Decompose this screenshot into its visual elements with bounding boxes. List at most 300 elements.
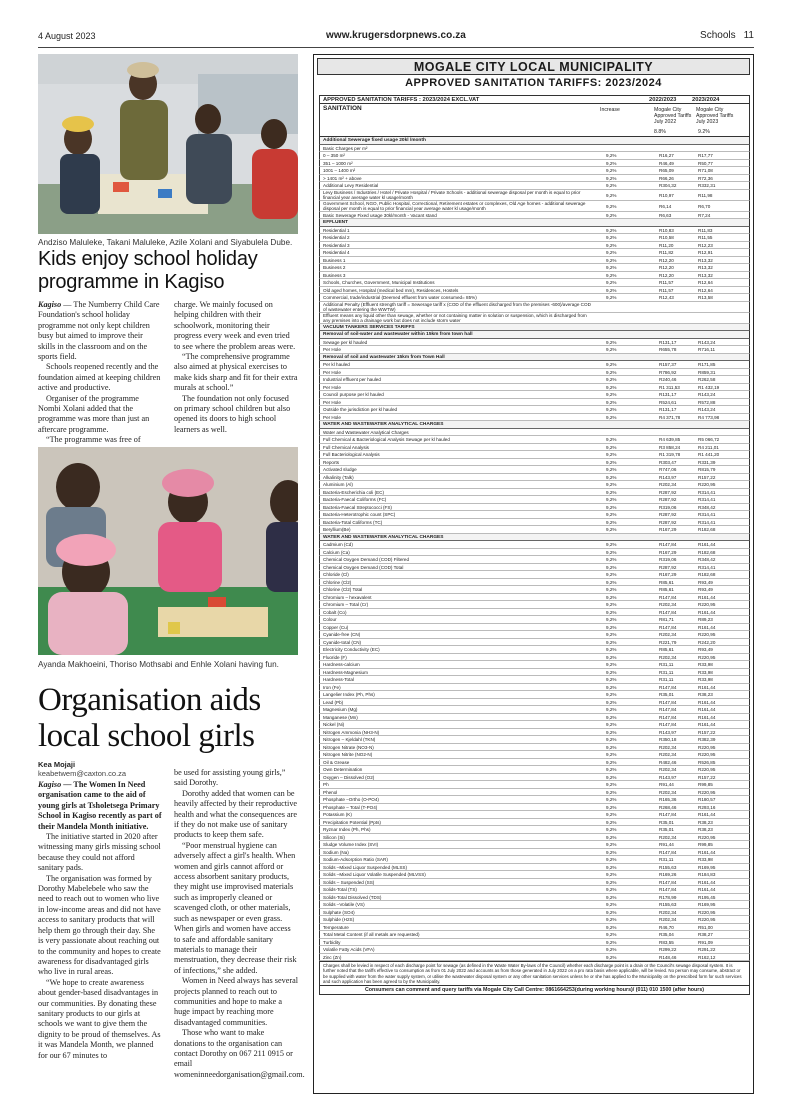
row-tariff-2022: R35,01 xyxy=(659,692,674,697)
table-row xyxy=(319,901,750,909)
row-increase: 9,2% xyxy=(606,834,617,840)
row-tariff-2022: R319,06 xyxy=(659,557,677,562)
row-tariff-2022: R147,84 xyxy=(659,879,677,885)
table-row xyxy=(319,819,750,827)
row-description: Chromium – hexavalent xyxy=(323,594,372,600)
row-description: Ph xyxy=(323,782,329,787)
section-label xyxy=(700,30,754,41)
table-row xyxy=(319,804,750,812)
row-tariff-2023: R89,23 xyxy=(698,617,713,622)
article-1-para: Organiser of the programme Nombi Xolani added that the programme was more than just an aftercare programme. xyxy=(38,393,150,434)
row-increase: 9,2% xyxy=(606,489,617,495)
table-row xyxy=(319,834,750,842)
article-1-para: The foundation not only focused on primary school children but also opened its doors to high school learners as well. xyxy=(174,393,291,434)
article-2-para: Those who want to make donations to the organisation can contact Dorothy on 067 211 0915 or email womeninneedorganisation@gmail.com. xyxy=(174,1028,305,1079)
table-row xyxy=(319,361,750,369)
row-increase: 9,2% xyxy=(606,932,617,937)
row-tariff-2022: R143,97 xyxy=(659,774,677,780)
row-increase: 9,2% xyxy=(606,632,617,637)
row-tariff-2023: R161,44 xyxy=(698,624,716,630)
row-tariff-2023: R314,41 xyxy=(698,519,716,525)
row-tariff-2023: R157,22 xyxy=(698,474,716,480)
table-row xyxy=(319,190,750,201)
row-description: Old aged homes, Hospital (medical bed mm), Residences, Hostels xyxy=(323,287,459,293)
section-name: Schools xyxy=(700,30,736,41)
row-tariff-2023: R93,49 xyxy=(698,579,713,585)
row-increase: 9,2% xyxy=(606,789,617,795)
row-increase: 9,2% xyxy=(606,564,617,570)
table-row xyxy=(319,601,750,609)
row-description: Aluminium (Al) xyxy=(323,482,353,487)
row-tariff-2023: R162,12 xyxy=(698,954,716,960)
row-increase: 9,2% xyxy=(606,519,617,525)
row-tariff-2023: R6,70 xyxy=(698,203,711,209)
row-increase: 9,2% xyxy=(606,887,617,892)
row-description: Chloride (Cl) xyxy=(323,572,349,577)
row-increase: 9,2% xyxy=(606,203,617,209)
row-tariff-2023: R220,95 xyxy=(698,632,716,637)
row-increase: 9,2% xyxy=(606,909,617,915)
row-tariff-2022: R66,26 xyxy=(659,175,674,181)
row-description: Full Bacteriological Analysis xyxy=(323,452,380,457)
article-1-para: charge. We mainly focused on helping children with their schoolwork, monitoring their progress every week and even tried to see where the problem areas were. xyxy=(174,300,296,351)
row-increase: 9,2% xyxy=(606,624,617,630)
row-tariff-2023: R572,88 xyxy=(698,399,716,405)
row-description: Electricity Conductivity (EC) xyxy=(323,647,380,652)
row-description: Lead (Pb) xyxy=(323,699,344,705)
row-tariff-2022: R143,97 xyxy=(659,729,677,735)
row-tariff-2022: R202,34 xyxy=(659,654,677,660)
table-row xyxy=(319,376,750,384)
table-row xyxy=(319,669,750,677)
article-1-para: Kagiso — The Numberry Child Care Foundation's school holiday programme not only kept children busy but aimed to improve their skills in the classroom and on the sports field. xyxy=(38,300,160,362)
row-description: Sodium-Adsorption Ratio (SAR) xyxy=(323,857,388,862)
table-section-header xyxy=(319,219,750,227)
row-increase: 9,2% xyxy=(606,392,617,397)
row-tariff-2023: R161,44 xyxy=(698,609,716,615)
row-increase: 9,2% xyxy=(606,842,617,847)
row-tariff-2022: R147,84 xyxy=(659,699,677,705)
row-tariff-2023: R161,44 xyxy=(698,812,716,817)
row-tariff-2023: R51,00 xyxy=(698,924,713,930)
table-row xyxy=(319,924,750,932)
table-row xyxy=(319,346,750,354)
row-description: Nitrogen Ammonia (NH3-N) xyxy=(323,729,380,735)
row-tariff-2023: R12,23 xyxy=(698,242,713,248)
table-row xyxy=(319,796,750,804)
table-title: APPROVED SANITATION TARIFFS : 2023/2024 EXCL.VAT xyxy=(323,96,480,103)
row-description: Residential 1 xyxy=(323,227,350,233)
row-increase: 9,2% xyxy=(606,452,617,457)
row-tariff-2022: R268,46 xyxy=(659,804,677,810)
table-row xyxy=(319,864,750,872)
row-tariff-2022: R147,84 xyxy=(659,707,677,712)
row-description: Phosphate – Total (T-PO4) xyxy=(323,804,378,810)
table-row xyxy=(319,774,750,782)
table-row xyxy=(319,451,750,459)
table-row xyxy=(319,564,750,572)
row-description: EFFLUENT xyxy=(323,220,349,225)
table-row xyxy=(319,145,750,153)
table-row xyxy=(319,474,750,482)
row-tariff-2023: R143,24 xyxy=(698,339,716,345)
row-tariff-2022: R131,17 xyxy=(659,339,677,345)
row-description: Magnesium (Mg) xyxy=(323,707,358,712)
row-tariff-2022: R303,47 xyxy=(659,459,677,465)
row-tariff-2022: R31,11 xyxy=(659,677,674,682)
row-tariff-2022: R131,17 xyxy=(659,392,677,397)
row-description: Nitrogen Nitrite (NO2-N) xyxy=(323,752,373,757)
row-tariff-2022: R1 311,53 xyxy=(659,384,680,390)
table-row xyxy=(319,526,750,534)
row-description: Fluoride (F) xyxy=(323,654,347,660)
row-increase: 9,2% xyxy=(606,774,617,780)
article-2-column-2 xyxy=(174,768,305,1080)
table-row xyxy=(319,849,750,857)
row-description: Residential 2 xyxy=(323,235,350,240)
row-tariff-2022: R65,09 xyxy=(659,168,674,173)
table-row xyxy=(319,639,750,647)
row-increase: 9,2% xyxy=(606,947,617,952)
article-2-para: Women in Need always has several projects planned to reach out to communities and hope to make a huge impact by reaching more disadvantaged communities. xyxy=(174,976,298,1027)
row-tariff-2022: R157,37 xyxy=(659,362,677,367)
row-increase: 9,2% xyxy=(606,894,617,900)
row-tariff-2023: R161,44 xyxy=(698,722,716,727)
row-description: Commercial, trade/industrial (Deemed effluent from water consumed= 85%) xyxy=(323,295,477,300)
row-tariff-2022: R786,92 xyxy=(659,369,677,375)
row-tariff-2022: R148,46 xyxy=(659,954,677,960)
row-description: Water and Wastewater Analytical Charges xyxy=(323,429,409,435)
table-row xyxy=(319,699,750,707)
table-row xyxy=(319,294,750,302)
table-row xyxy=(319,519,750,527)
row-tariff-2022: R91,44 xyxy=(659,782,674,787)
table-row xyxy=(319,841,750,849)
row-tariff-2022: R147,84 xyxy=(659,542,677,547)
year-2023: 2023/2024 xyxy=(692,96,720,103)
row-tariff-2023: R13,58 xyxy=(698,295,713,300)
row-description: Langelier Index (Ph, Phs) xyxy=(323,692,375,697)
row-tariff-2023: R526,85 xyxy=(698,759,716,765)
row-description: Solids – Suspended (SS) xyxy=(323,879,375,885)
table-row xyxy=(319,459,750,467)
row-tariff-2023: R332,31 xyxy=(698,183,716,188)
row-description: 1001 – 1400 m² xyxy=(323,168,356,173)
article-1-column-1 xyxy=(38,300,162,446)
call-centre-note: Consumers can comment and query tariffs via Mogale City Call Centre: 0861664253(during working hours)/ (011) 010 1500 (after hours) xyxy=(319,986,750,995)
row-tariff-2022: R3 858,24 xyxy=(659,444,681,450)
table-row xyxy=(319,436,750,444)
article-2-para: “We hope to create awareness about gender-based disadvantages in our communities. By donating these sanitary products to our girls at schools we want to give them the dignity to be proud of themselves. As it was Mandela Month, we planned for our 67 minutes to xyxy=(38,977,161,1060)
row-tariff-2022: R46,49 xyxy=(659,160,674,166)
table-row xyxy=(319,646,750,654)
row-description: Levy Business / Industries / Hotel / Private Hospital / Private Schools - additional sewerage disposal per month is equal to prior financial year average water kl usage/month xyxy=(323,189,581,200)
table-row xyxy=(319,227,750,235)
row-tariff-2022: R202,34 xyxy=(659,744,677,750)
row-tariff-2023: R71,08 xyxy=(698,168,713,173)
article-2-headline: Organisation aids local school girls xyxy=(38,682,261,754)
table-row xyxy=(319,751,750,759)
table-row xyxy=(319,391,750,399)
row-tariff-2022: R31,11 xyxy=(659,669,674,675)
row-tariff-2022: R221,79 xyxy=(659,639,677,645)
row-description: Solids-Total Dissolved (TDS) xyxy=(323,894,382,900)
table-row xyxy=(319,781,750,789)
row-increase: 9,2% xyxy=(606,265,617,270)
row-description: Full Chemical Analysis xyxy=(323,444,369,450)
table-row xyxy=(319,384,750,392)
table-row xyxy=(319,496,750,504)
row-tariff-2022: R287,92 xyxy=(659,519,677,525)
table-row xyxy=(319,759,750,767)
row-description: Per Hole xyxy=(323,414,341,420)
row-description: Bacteria-Heterotrophic count (SPC) xyxy=(323,512,396,517)
article-1-headline: Kids enjoy school holiday programme in Kagiso xyxy=(38,248,258,293)
col-approved-2022: Mogale City Approved Tariffs July 2022 xyxy=(654,107,692,126)
table-row xyxy=(319,826,750,834)
row-description: Turbidity xyxy=(323,939,341,945)
row-increase: 9,2% xyxy=(606,557,617,562)
row-increase: 9,2% xyxy=(606,183,617,188)
article-1-para: “The programme was free of xyxy=(46,435,141,445)
row-tariff-2023: R91,09 xyxy=(698,939,713,945)
row-tariff-2023: R13,32 xyxy=(698,265,713,270)
row-increase: 9,2% xyxy=(606,699,617,705)
row-description: Cobalt (Co) xyxy=(323,609,347,615)
row-tariff-2023: R161,44 xyxy=(698,699,716,705)
table-row xyxy=(319,916,750,924)
year-2022: 2022/2023 xyxy=(649,96,677,103)
tariff-table xyxy=(319,95,750,995)
row-tariff-2023: R314,41 xyxy=(698,512,716,517)
row-increase: 9,2% xyxy=(606,819,617,825)
row-tariff-2022: R81,71 xyxy=(659,617,674,622)
row-increase: 9,2% xyxy=(606,467,617,472)
row-increase: 9,2% xyxy=(606,175,617,181)
row-description: Chlorine (Cl2) xyxy=(323,579,352,585)
table-row xyxy=(319,212,750,220)
row-tariff-2023: R716,11 xyxy=(698,347,716,352)
row-tariff-2023: R93,49 xyxy=(698,587,713,592)
dateline: Kagiso xyxy=(38,300,62,309)
row-tariff-2022: R85,61 xyxy=(659,579,674,585)
row-tariff-2023: R12,91 xyxy=(698,250,713,255)
row-tariff-2022: R10,97 xyxy=(659,192,674,198)
row-increase: 9,2% xyxy=(606,242,617,248)
table-row xyxy=(319,706,750,714)
row-increase: 9,2% xyxy=(606,153,617,158)
article-2-para: be used for assisting young girls,” said Dorothy. xyxy=(174,768,286,788)
table-row xyxy=(319,789,750,797)
row-tariff-2022: R299,22 xyxy=(659,947,677,952)
row-tariff-2022: R147,84 xyxy=(659,722,677,727)
table-row xyxy=(319,714,750,722)
table-row xyxy=(319,302,750,313)
row-tariff-2023: R161,44 xyxy=(698,707,716,712)
table-row xyxy=(319,287,750,295)
row-increase: 9,2% xyxy=(606,287,617,293)
row-tariff-2023: R93,49 xyxy=(698,647,713,652)
row-tariff-2023: R143,24 xyxy=(698,407,716,412)
row-tariff-2022: R319,06 xyxy=(659,504,677,510)
table-row xyxy=(319,894,750,902)
header-rule xyxy=(38,47,754,48)
row-tariff-2022: R31,11 xyxy=(659,662,674,667)
row-description: Activated sludge xyxy=(323,467,357,472)
row-increase: 9,2% xyxy=(606,879,617,885)
row-tariff-2022: R35,01 xyxy=(659,827,674,832)
row-tariff-2023: R161,44 xyxy=(698,879,716,885)
row-description: Ryznar Index (Ph, Phs) xyxy=(323,827,371,832)
row-tariff-2022: R655,78 xyxy=(659,347,677,352)
article-1-para: Schools reopened recently and the foundation aimed at keeping children active and productive. xyxy=(38,362,161,393)
article-2-para: “Poor menstrual hygiene can adversely affect a girl's health. When women and girls cannot afford or access absorbent sanitary products, they might use improvised materials such as improperly cleaned or scavenged cloth, or other materials, such as newspaper or even grass. When girls and women have access to safe and affordable sanitary materials to manage their menstruation, they decrease their risk of infections,” she added. xyxy=(174,840,297,975)
row-description: Additional Levy Residential xyxy=(323,183,379,188)
row-description: Hardness-Magnesium xyxy=(323,669,368,675)
row-description: Oil & Grease xyxy=(323,759,350,765)
row-tariff-2023: R180,57 xyxy=(698,797,716,802)
row-description: Precipitation Potential (Ppts) xyxy=(323,819,381,825)
row-increase: 9,2% xyxy=(606,444,617,450)
row-increase: 9,2% xyxy=(606,812,617,817)
row-increase: 9,2% xyxy=(606,257,617,263)
row-increase: 9,2% xyxy=(606,504,617,510)
row-tariff-2022: R147,84 xyxy=(659,609,677,615)
row-description: Own Determination xyxy=(323,767,363,772)
table-row xyxy=(319,272,750,280)
row-increase: 9,2% xyxy=(606,414,617,420)
row-tariff-2022: R202,34 xyxy=(659,834,677,840)
row-description: > 1401 m² + above xyxy=(323,175,362,181)
row-increase: 9,2% xyxy=(606,827,617,832)
row-tariff-2023: R220,95 xyxy=(698,767,716,772)
row-tariff-2022: R202,34 xyxy=(659,789,677,795)
row-increase: 9,2% xyxy=(606,512,617,517)
table-row xyxy=(319,399,750,407)
row-increase: 9,2% xyxy=(606,347,617,352)
row-description: Cyanide-free (CN) xyxy=(323,632,361,637)
row-increase: 9,2% xyxy=(606,722,617,727)
tariff-rows xyxy=(319,137,750,961)
row-tariff-2022: R202,34 xyxy=(659,482,677,487)
row-tariff-2023: R348,42 xyxy=(698,504,716,510)
row-increase: 9,2% xyxy=(606,857,617,862)
row-description: Solids-Total (TS) xyxy=(323,887,357,892)
table-row xyxy=(319,744,750,752)
table-row xyxy=(319,954,750,962)
row-tariff-2023: R182,68 xyxy=(698,527,716,532)
row-tariff-2022: R167,29 xyxy=(659,527,677,532)
row-tariff-2023: R220,95 xyxy=(698,909,716,915)
row-tariff-2023: R293,16 xyxy=(698,804,716,810)
row-description: Removal of soil and wastewater 15km from Town Hall xyxy=(323,354,445,360)
website-url[interactable]: www.krugersdorpnews.co.za xyxy=(326,30,466,41)
row-description: Chemical Oxygen Demand (COD) Total xyxy=(323,564,404,570)
row-tariff-2022: R524,61 xyxy=(659,399,677,405)
pct-2022: 8.8% xyxy=(654,129,666,135)
row-description: Bacteria-Faecal Streptococci (FS) xyxy=(323,504,392,510)
row-tariff-2022: R11,20 xyxy=(659,242,674,248)
table-row xyxy=(319,571,750,579)
row-description: Effluent means any liquid other than sewage, whether or not containing matter in solution or suspension, which is discharged from any premises into a drainage work but does not include storm water xyxy=(323,312,587,323)
table-row xyxy=(319,313,750,324)
row-tariff-2023: R348,42 xyxy=(698,557,716,562)
row-tariff-2022: R85,61 xyxy=(659,587,674,592)
row-increase: 9,2% xyxy=(606,542,617,547)
article-2-column-1 xyxy=(38,780,162,1061)
row-tariff-2023: R161,44 xyxy=(698,684,716,690)
table-row xyxy=(319,661,750,669)
row-description: Per Hole xyxy=(323,347,341,352)
row-description: Reports xyxy=(323,459,340,465)
table-row xyxy=(319,729,750,737)
table-row xyxy=(319,586,750,594)
table-row xyxy=(319,579,750,587)
row-tariff-2023: R5 066,72 xyxy=(698,437,720,442)
row-tariff-2022: R202,34 xyxy=(659,632,677,637)
row-increase: 9,2% xyxy=(606,782,617,787)
row-tariff-2022: R287,92 xyxy=(659,564,677,570)
row-increase: 9,2% xyxy=(606,902,617,907)
row-increase: 9,2% xyxy=(606,280,617,285)
row-description: Basic Charges per m² xyxy=(323,145,368,151)
row-increase: 9,2% xyxy=(606,804,617,810)
row-increase: 9,2% xyxy=(606,384,617,390)
row-increase: 9,2% xyxy=(606,864,617,870)
row-description: Silicon (Si) xyxy=(323,834,345,840)
row-description: Removal of soil-water and wastewater within 15km from town hall xyxy=(323,332,473,337)
article-1-para: “The comprehensive programme also aimed at physical exercises to make kids sharp and fit for their extra murals at school.” xyxy=(174,352,298,393)
table-row xyxy=(319,631,750,639)
row-increase: 9,2% xyxy=(606,527,617,532)
row-tariff-2023: R184,83 xyxy=(698,872,716,877)
row-tariff-2023: R38,23 xyxy=(698,827,713,832)
row-description: Calcium (Ca) xyxy=(323,549,350,555)
row-increase: 9,2% xyxy=(606,587,617,592)
row-description: Potassium (K) xyxy=(323,812,352,817)
row-tariff-2022: R35,01 xyxy=(659,819,674,825)
table-row xyxy=(319,466,750,474)
row-tariff-2022: R46,70 xyxy=(659,924,674,930)
row-tariff-2023: R262,58 xyxy=(698,377,716,382)
row-increase: 9,2% xyxy=(606,212,617,218)
table-row xyxy=(319,594,750,602)
row-increase: 9,2% xyxy=(606,235,617,240)
row-description: 0 – 350 m² xyxy=(323,153,345,158)
row-increase: 9,2% xyxy=(606,647,617,652)
row-increase: 9,2% xyxy=(606,362,617,367)
pct-2023: 9.2% xyxy=(698,129,710,135)
row-description: Sulphate (SO4) xyxy=(323,909,355,915)
row-tariff-2022: R167,29 xyxy=(659,549,677,555)
row-increase: 9,2% xyxy=(606,497,617,502)
row-description: Phenol xyxy=(323,789,338,795)
row-tariff-2023: R157,22 xyxy=(698,729,716,735)
table-row xyxy=(319,167,750,175)
byline-email[interactable]: keabetwem@caxton.co.za xyxy=(38,769,127,778)
table-row xyxy=(319,175,750,183)
table-row xyxy=(319,609,750,617)
row-increase: 9,2% xyxy=(606,924,617,930)
row-description: Nitrogen – Kjeldahl (TKN) xyxy=(323,737,376,742)
row-increase: 9,2% xyxy=(606,594,617,600)
row-tariff-2022: R240,46 xyxy=(659,377,677,382)
table-row xyxy=(319,811,750,819)
dateline: Kagiso xyxy=(38,780,62,789)
row-increase: 9,2% xyxy=(606,662,617,667)
row-tariff-2023: R220,95 xyxy=(698,602,716,607)
row-tariff-2023: R161,44 xyxy=(698,714,716,720)
